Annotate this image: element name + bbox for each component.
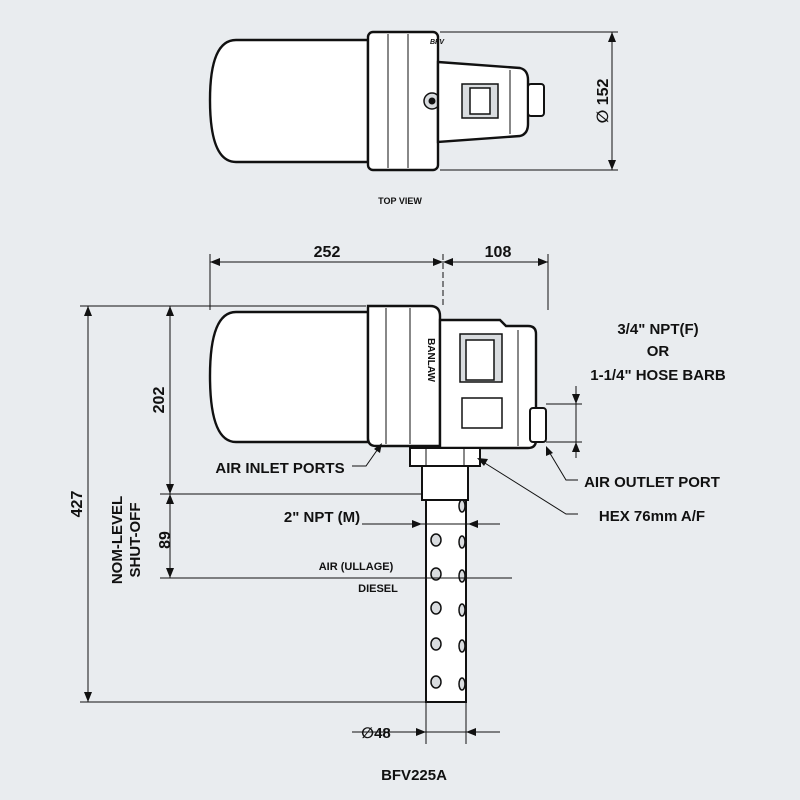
diameter-152-label: ∅ 152 xyxy=(595,78,612,124)
npt-thread xyxy=(422,466,468,500)
top-view-canister xyxy=(210,40,368,162)
air-outlet-stub xyxy=(530,408,546,442)
model-label: BFV225A xyxy=(381,767,447,784)
dim-89-label: 89 xyxy=(157,531,174,549)
top-view xyxy=(210,32,618,206)
dim-202-label: 202 xyxy=(151,386,168,414)
perforated-tube xyxy=(426,500,466,702)
brand-mark: BFV xyxy=(430,39,444,46)
side-view xyxy=(69,244,726,744)
top-view-caption: TOP VIEW xyxy=(378,196,422,206)
hex-nut xyxy=(410,448,480,466)
hex-leader xyxy=(480,460,578,514)
air-inlet-label: AIR INLET PORTS xyxy=(215,460,345,477)
nom-level-label: NOM-LEVEL xyxy=(109,495,126,585)
air-outlet-label: AIR OUTLET PORT xyxy=(584,474,720,491)
outlet-size-line1: 3/4" NPT(F) xyxy=(617,321,699,338)
outlet-size-line3: 1-1/4" HOSE BARB xyxy=(590,367,726,384)
diesel-label: DIESEL xyxy=(358,583,398,595)
dim-108-label: 108 xyxy=(484,244,512,261)
outlet-size-line2: OR xyxy=(646,343,670,360)
shut-off-label: SHUT-OFF xyxy=(127,502,144,578)
hex-label: HEX 76mm A/F xyxy=(598,508,706,525)
dim-48-label: ∅48 xyxy=(361,725,391,742)
npt-male-label: 2" NPT (M) xyxy=(283,509,361,526)
side-view-canister xyxy=(210,312,368,442)
dim-252-label: 252 xyxy=(313,244,341,261)
air-ullage-label: AIR (ULLAGE) xyxy=(318,561,394,573)
brand-banlaw: BANLAW xyxy=(425,338,436,382)
dim-427-label: 427 xyxy=(69,490,86,518)
air-outlet-leader xyxy=(548,450,578,480)
